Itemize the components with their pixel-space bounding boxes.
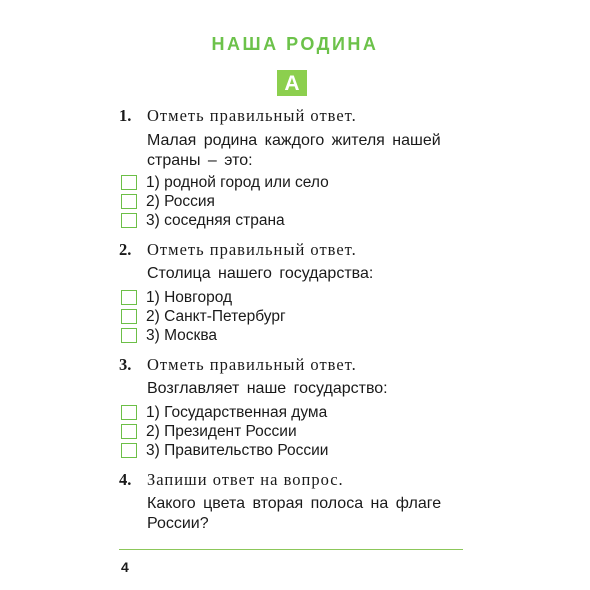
option-label: 2) Президент России [146, 423, 297, 440]
question-4-number: 4. [119, 470, 132, 489]
checkbox[interactable] [121, 405, 137, 420]
option-label: 2) Россия [146, 193, 215, 210]
page-number: 4 [121, 559, 129, 575]
checkbox[interactable] [121, 328, 137, 343]
option-label: 3) соседняя страна [146, 212, 285, 229]
variant-badge: А [277, 70, 307, 96]
checkbox[interactable] [121, 443, 137, 458]
question-1-instruction: Отметь правильный ответ. [147, 106, 357, 125]
checkbox[interactable] [121, 213, 137, 228]
question-4-text [147, 494, 441, 534]
question-2-number: 2. [119, 240, 132, 259]
question-2-instruction: Отметь правильный ответ. [147, 240, 357, 259]
checkbox[interactable] [121, 175, 137, 190]
question-3-heading [119, 355, 357, 375]
checkbox[interactable] [121, 309, 137, 324]
question-2-heading [119, 240, 357, 260]
question-4-heading [119, 470, 344, 490]
option-label: 1) Новгород [146, 289, 233, 306]
question-4-text-line-1: Какого цвета вторая полоса на флаге [147, 495, 442, 512]
question-2-text-line-1: Столица нашего государства: [147, 265, 374, 282]
checkbox[interactable] [121, 290, 137, 305]
page-title: НАША РОДИНА [211, 34, 379, 54]
option-label: 2) Санкт-Петербург [146, 308, 286, 325]
question-3-text [147, 379, 388, 399]
option-label: 1) родной город или село [146, 174, 329, 191]
checkbox[interactable] [121, 194, 137, 209]
question-3-number: 3. [119, 355, 132, 374]
question-1-text [147, 131, 441, 171]
question-3-text-line-1: Возглавляет наше государство: [147, 380, 388, 397]
question-1-text-line-2: страны – это: [147, 152, 253, 169]
question-2-text [147, 264, 373, 284]
question-4-text-line-2: России? [147, 515, 209, 532]
question-1-heading [119, 106, 357, 126]
question-3-instruction: Отметь правильный ответ. [147, 355, 357, 374]
option-label: 3) Москва [146, 327, 218, 344]
question-4-instruction: Запиши ответ на вопрос. [147, 470, 344, 489]
question-1-text-line-1: Малая родина каждого жителя нашей [147, 132, 441, 149]
checkbox[interactable] [121, 424, 137, 439]
answer-line[interactable] [119, 549, 463, 550]
question-1-number: 1. [119, 106, 132, 125]
option-label: 1) Государственная дума [146, 404, 328, 421]
option-label: 3) Правительство России [146, 442, 329, 459]
